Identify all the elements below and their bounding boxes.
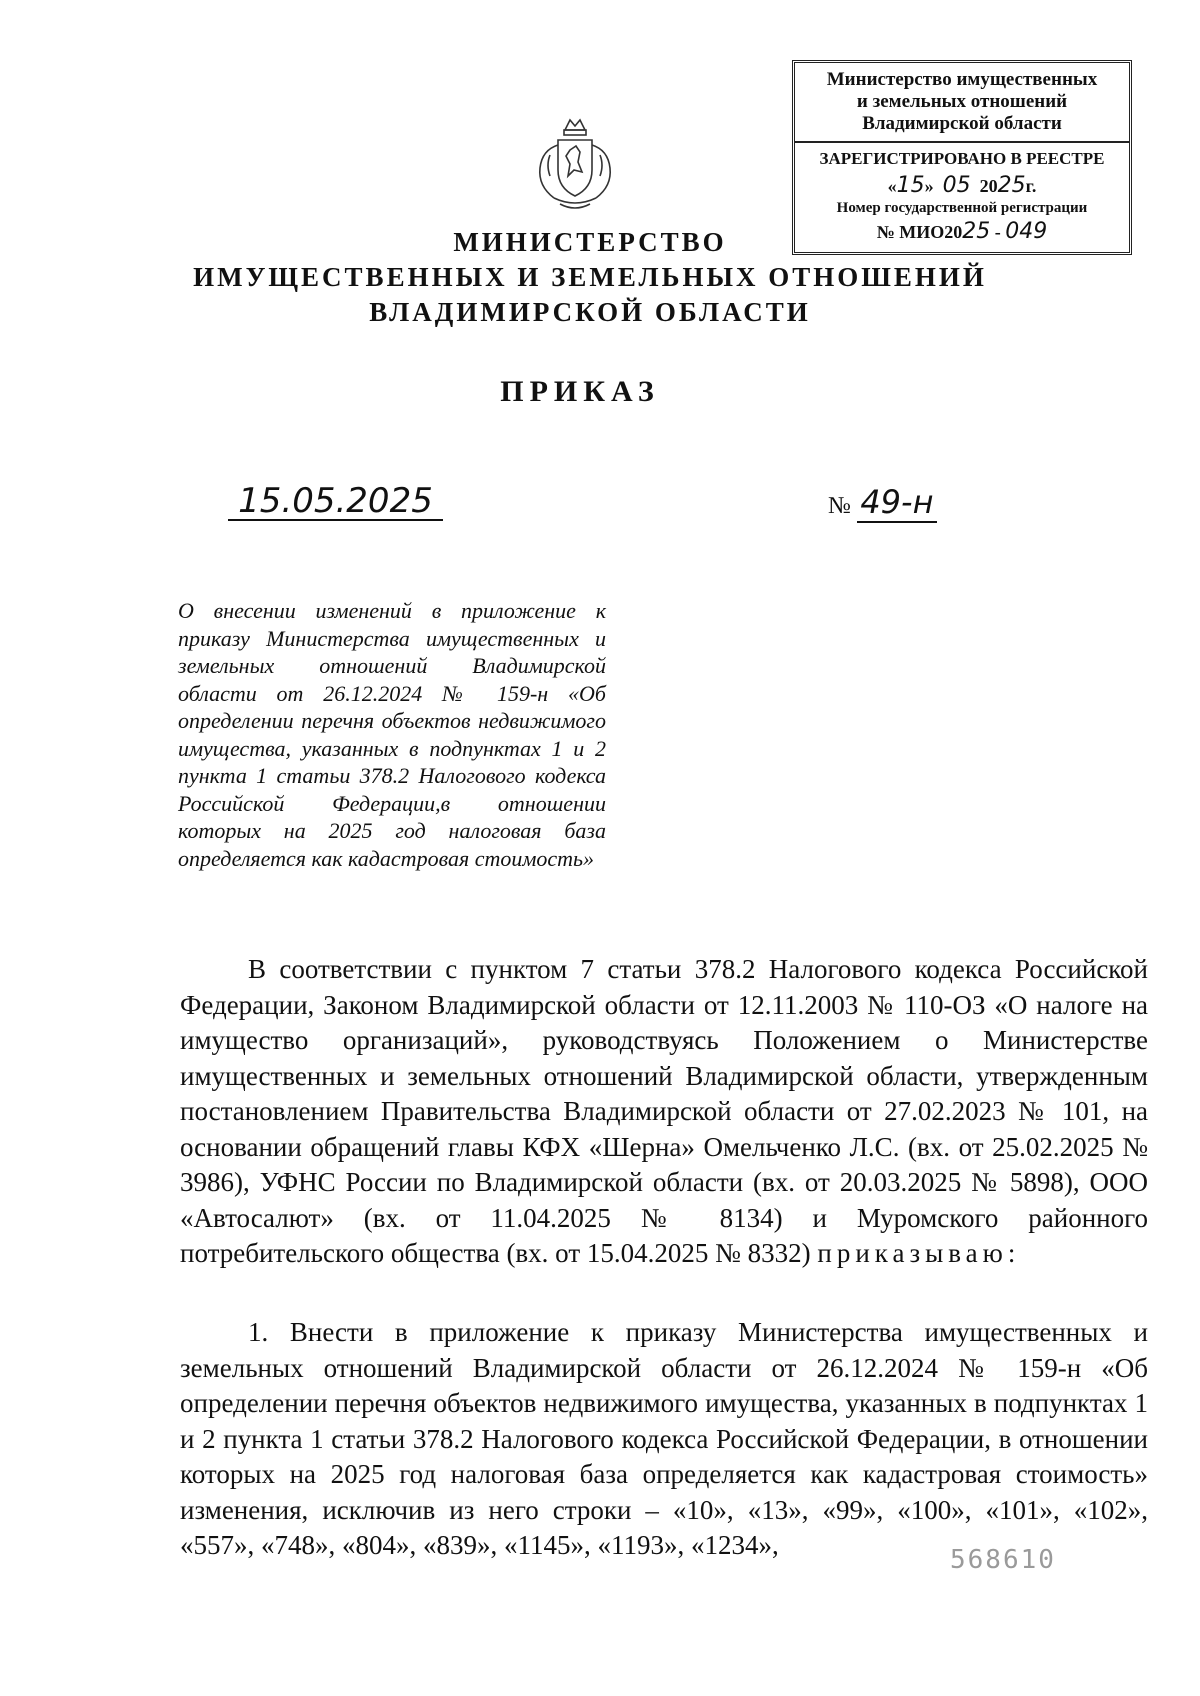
stamp-number-prefix: № МИО20	[876, 222, 963, 242]
stamp-number-year: 25	[962, 219, 991, 244]
header-line3: ВЛАДИМИРСКОЙ ОБЛАСТИ	[369, 297, 811, 327]
stamp-month: 05	[942, 173, 971, 198]
order-subject-text: О внесении изменений в приложение к приказу Министерства имущественных и земельных отношений Владимирской области от 26.12.2024 № 159-н «Об определении перечня объектов недвижимого имущества, указанных в подпунктах 1 и 2 пункта 1 статьи 378.2 Налогового кодекса Российской Федерации,в отношении которых на 2025 год налоговая база определяется как кадастровая стоимость»	[178, 598, 606, 871]
stamp-day: 15	[896, 173, 925, 198]
order-number-label: №	[828, 493, 851, 519]
paragraph-item-1-text: 1. Внести в приложение к приказу Министерства имущественных и земельных отношений Владимирской области от 26.12.2024 № 159-н «Об определении перечня объектов недвижимого имущества, указанных в подпунктах 1 и 2 пункта 1 статьи 378.2 Налогового кодекса Российской Федерации, в отношении которых на 2025 год налоговая база определяется как кадастровая стоимость» изменения, исключив из него строки – «10», «13», «99», «100», «101», «102», «557», «748», «804», «839», «1145», «1193», «1234»,	[180, 1317, 1148, 1560]
stamp-number-hand: 049	[1005, 219, 1048, 244]
header-line2: ИМУЩЕСТВЕННЫХ И ЗЕМЕЛЬНЫХ ОТНОШЕНИЙ	[193, 262, 987, 292]
stamp-date: «15» 05 2025г.	[887, 173, 1037, 198]
footer-mark: 568610	[950, 1545, 1056, 1575]
order-title: ПРИКАЗ	[500, 375, 660, 408]
stamp-ministry-line2: и земельных отношений	[856, 91, 1068, 112]
stamp-ministry-line1: Министерство имущественных	[826, 69, 1098, 90]
stamp-number-label: Номер государственной регистрации	[836, 200, 1088, 216]
coat-of-arms-icon	[520, 110, 630, 220]
stamp-year-hand: 25	[997, 173, 1026, 198]
order-number-value: 49-н	[857, 483, 937, 523]
order-number	[828, 483, 937, 523]
paragraph-item-1	[180, 1315, 1148, 1564]
stamp-divider	[795, 141, 1129, 143]
order-subject	[178, 597, 606, 872]
stamp-year-prefix: 20	[979, 176, 998, 196]
paragraph-preamble	[180, 952, 1148, 1272]
paragraph-preamble-text: В соответствии с пунктом 7 статьи 378.2 Налогового кодекса Российской Федерации, Законом Владимирской области от 12.11.2003 № 110-ОЗ «О налоге на имущество организаций», руководствуясь Положением о Министерстве имущественных и земельных отношений Владимирской области, утвержденным постановлением Правительства Владимирской области от 27.02.2023 № 101, на основании обращений главы КФХ «Шерна» Омельченко Л.С. (вх. от 25.02.2025 № 3986), УФНС России по Владимирской области (вх. от 20.03.2025 № 5898), ООО «Автосалют» (вх. от 11.04.2025 № 8134) и Муромского районного потребительского общества (вх. от 15.04.2025 № 8332)	[180, 954, 1148, 1268]
stamp-ministry-line3: Владимирской области	[862, 113, 1062, 134]
order-date: 15.05.2025	[228, 483, 443, 521]
header-line1: МИНИСТЕРСТВО	[453, 227, 727, 257]
stamp-year-suffix: г.	[1025, 176, 1037, 196]
stamp-registered: ЗАРЕГИСТРИРОВАНО В РЕЕСТРЕ	[819, 149, 1105, 168]
paragraph-preamble-verb: приказываю:	[817, 1238, 1021, 1268]
stamp-number: № МИО2025 - 049	[876, 219, 1048, 244]
